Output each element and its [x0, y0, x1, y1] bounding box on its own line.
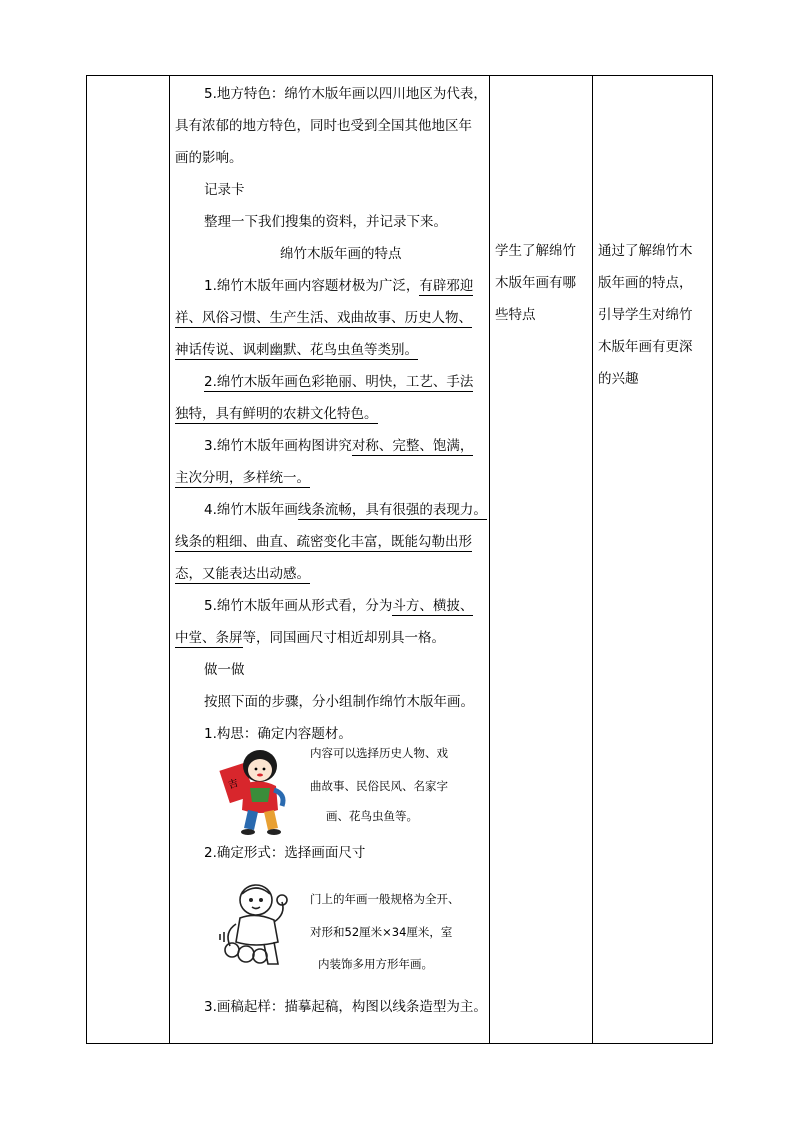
student-activity-line: 木版年画有哪 — [495, 275, 576, 291]
feature-4-line: 4.绵竹木版年画线条流畅，具有很强的表现力。 — [204, 502, 487, 518]
paragraph-line: 具有浓郁的地方特色，同时也受到全国其他地区年 — [175, 118, 472, 134]
step-3: 3.画稿起样：描摹起稿，构图以线条造型为主。 — [204, 999, 487, 1015]
paragraph-line: 画的影响。 — [175, 150, 243, 166]
design-intent-cell — [593, 76, 713, 1044]
design-intent-line: 通过了解绵竹木 — [598, 243, 693, 259]
content-cell — [170, 76, 490, 1044]
feature-1-line: 祥、风俗习惯、生产生活、戏曲故事、历史人物、 — [175, 310, 472, 326]
student-activity-line: 学生了解绵竹 — [495, 243, 576, 259]
step-2: 2.确定形式：选择画面尺寸 — [204, 845, 366, 861]
step-2-note: 对形和52厘米×34厘米，室 — [310, 925, 453, 939]
feature-4-line: 线条的粗细、曲直、疏密变化丰富，既能勾勒出形 — [175, 534, 472, 550]
design-intent-line: 木版年画有更深 — [598, 339, 693, 355]
step-1-note: 内容可以选择历史人物、戏 — [310, 746, 448, 760]
svg-text:吉: 吉 — [226, 777, 240, 792]
paragraph-line: 按照下面的步骤，分小组制作绵竹木版年画。 — [204, 694, 474, 710]
design-intent-line: 的兴趣 — [598, 371, 639, 387]
step-1-note: 曲故事、民俗民风、名家字 — [310, 779, 448, 793]
paragraph-line: 整理一下我们搜集的资料，并记录下来。 — [204, 214, 447, 230]
student-activity-cell — [490, 76, 593, 1044]
new-year-child-illustration — [216, 744, 298, 836]
feature-5-line: 5.绵竹木版年画从形式看，分为斗方、横披、 — [204, 598, 474, 614]
feature-4-line: 态，又能表达出动感。 — [175, 566, 310, 582]
feature-2-line: 独特，具有鲜明的农耕文化特色。 — [175, 406, 378, 422]
feature-5-line: 中堂、条屏等，同国画尺寸相近却别具一格。 — [175, 630, 445, 646]
step-1: 1.构思：确定内容题材。 — [204, 726, 352, 742]
step-1-note: 画、花鸟虫鱼等。 — [326, 809, 418, 823]
table-row — [87, 76, 713, 1044]
empty-cell — [87, 76, 170, 1044]
feature-1-line: 神话传说、讽刺幽默、花鸟虫鱼等类别。 — [175, 342, 418, 358]
design-intent-line: 引导学生对绵竹 — [598, 307, 693, 323]
student-activity-line: 些特点 — [495, 307, 536, 323]
design-intent-line: 版年画的特点， — [598, 275, 693, 291]
step-2-note: 门上的年画一般规格为全开、 — [310, 892, 460, 906]
activity-title: 做一做 — [204, 662, 245, 678]
step-2-note: 内装饰多用方形年画。 — [318, 957, 433, 971]
feature-3-line: 3.绵竹木版年画构图讲究对称、完整、饱满， — [204, 438, 474, 454]
lesson-table — [86, 75, 713, 1044]
feature-3-line: 主次分明，多样统一。 — [175, 470, 310, 486]
record-card-title: 记录卡 — [204, 182, 245, 198]
feature-2-line: 2.绵竹木版年画色彩艳丽、明快，工艺、手法 — [204, 374, 474, 390]
paragraph-line: 5.地方特色：绵竹木版年画以四川地区为代表， — [204, 86, 487, 102]
feature-1-line: 1.绵竹木版年画内容题材极为广泛，有辟邪迎 — [204, 278, 474, 294]
features-title: 绵竹木版年画的特点 — [280, 246, 402, 262]
line-drawing-child-illustration — [216, 880, 298, 972]
